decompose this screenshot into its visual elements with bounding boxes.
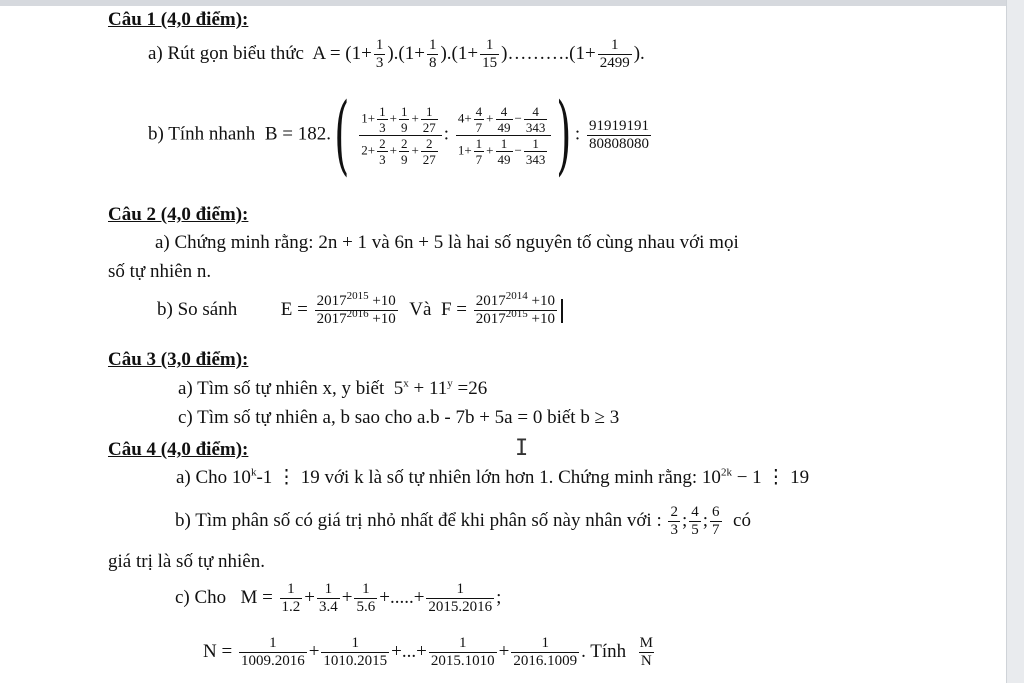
op: ).(1+: [440, 42, 479, 64]
q3a-line: [178, 379, 487, 398]
fraction: $\frac{4}{5}$: [691, 504, 699, 538]
q4a-part2: -1 ⋮ 19 với k là số tự nhiên lớn hơn 1. Chứng minh rằng: 10: [256, 467, 721, 488]
q1b-label: b) Tính nhanh: [148, 123, 256, 145]
op: +: [308, 640, 320, 662]
q4a-part1: a) Cho 10: [176, 467, 251, 488]
q4c-line-m: [175, 582, 501, 615]
colon: :: [443, 123, 450, 145]
m-lhs: M =: [240, 586, 273, 608]
fraction-complex-1: 1+ $\frac{1}{3}$ + $\frac{1}{9}$ + $\frac{1}{27}$ 2+ $\frac{2}{3}$ + $\frac{2}{9}$ + $\frac{2}{27}$: [359, 105, 442, 166]
q4-heading: Câu 4 (4,0 điểm):: [108, 439, 249, 460]
e-lhs: E =: [280, 298, 308, 320]
fraction: $\frac{1}{8}$: [428, 37, 437, 71]
separator: ;: [702, 509, 709, 531]
q1a-line: [148, 38, 645, 71]
n-lhs: N =: [203, 640, 233, 662]
q4b-line1: [175, 505, 751, 538]
exponent: x: [403, 377, 409, 390]
q1b-lhs: B = 182.: [264, 123, 331, 145]
fraction: $\frac{6}{7}$: [712, 504, 720, 538]
i-beam-cursor-icon: I: [515, 436, 529, 461]
fraction-e: $\frac{2017^{2015} +10}{2017^{2016} +10}$: [316, 290, 396, 327]
text-caret: [561, 299, 563, 323]
q1a-lhs: A = (1+: [312, 42, 372, 64]
fraction-m-over-n: $\frac{M}{N}$: [639, 635, 653, 669]
q4b-line2: giá trị là số tự nhiên.: [108, 551, 265, 572]
q2b-label: b) So sánh: [157, 298, 238, 320]
exponent: 2k: [720, 466, 732, 479]
window-top-bar: [0, 0, 1024, 6]
op: )……….(1+: [501, 42, 596, 64]
fraction: $\frac{1}{1.2}$: [281, 581, 301, 615]
fraction: $\frac{1}{3.4}$: [319, 581, 338, 615]
op: =26: [452, 378, 488, 399]
op: ).: [633, 42, 645, 64]
fraction: $\frac{1}{1010.2015}$: [323, 635, 388, 669]
q2a-line2: số tự nhiên n.: [108, 261, 212, 282]
tinh-label: . Tính: [581, 640, 627, 662]
close-paren: ): [556, 85, 572, 185]
exponent: k: [250, 466, 257, 479]
fraction: $\frac{1}{5.6}$: [356, 581, 376, 615]
op: + 11: [408, 378, 448, 399]
q1b-line: [148, 85, 653, 185]
fraction: $\frac{1}{1009.2016}$: [240, 635, 305, 669]
op: +.....+: [379, 586, 425, 608]
q4a-part3: − 1 ⋮ 19: [731, 467, 810, 488]
q4b-tail: có: [733, 509, 751, 531]
fraction: $\frac{1}{3}$: [375, 37, 384, 71]
q1a-label: a) Rút gọn biểu thức: [148, 42, 304, 64]
scrollbar[interactable]: [1006, 0, 1024, 683]
fraction: $\frac{1}{15}$: [482, 37, 498, 71]
q3-heading: Câu 3 (3,0 điểm):: [108, 349, 249, 370]
op: +: [304, 586, 316, 608]
q1-heading: Câu 1 (4,0 điểm):: [108, 9, 249, 30]
f-lhs: F =: [440, 298, 467, 320]
q4c-line-n: [203, 636, 657, 669]
q4c-label: c) Cho: [175, 586, 227, 608]
op: +: [498, 640, 510, 662]
q4a-line: [176, 468, 809, 487]
fraction-f: $\frac{2017^{2014} +10}{2017^{2015} +10}$: [475, 290, 555, 327]
fraction: $\frac{91919191}{80808080}$: [588, 117, 649, 152]
separator: ;: [681, 509, 688, 531]
q2-heading: Câu 2 (4,0 điểm):: [108, 204, 249, 225]
fraction: $\frac{1}{2016.1009}$: [513, 635, 578, 669]
colon: :: [574, 123, 581, 145]
open-paren: (: [334, 85, 350, 185]
op: +...+: [391, 640, 427, 662]
fraction: $\frac{1}{2015.1010}$: [430, 635, 495, 669]
op: ).(1+: [387, 42, 425, 64]
fraction: $\frac{2}{3}$: [670, 504, 678, 538]
va-label: Và: [409, 298, 432, 320]
fraction-complex-2: 4+ $\frac{4}{7}$ + $\frac{4}{49}$ − $\frac{4}{343}$ 1+ $\frac{1}{7}$ + $\frac{1}{49}$ − $\frac{1}{343}$: [456, 105, 552, 166]
exponent: y: [447, 377, 453, 390]
q2b-line: [157, 290, 563, 327]
fraction: $\frac{1}{2499}$: [599, 37, 630, 71]
op: ;: [496, 586, 502, 608]
q2a-line1: a) Chứng minh rằng: 2n + 1 và 6n + 5 là hai số nguyên tố cùng nhau với mọi: [155, 232, 739, 253]
fraction: $\frac{1}{2015.2016}$: [428, 581, 493, 615]
q4b-text: b) Tìm phân số có giá trị nhỏ nhất để khi phân số này nhân với :: [175, 509, 662, 531]
q3c-line: c) Tìm số tự nhiên a, b sao cho a.b - 7b + 5a = 0 biết b ≥ 3: [178, 407, 620, 428]
base: 5: [393, 378, 404, 399]
op: +: [341, 586, 353, 608]
q3a-text: a) Tìm số tự nhiên x, y biết: [178, 378, 385, 399]
